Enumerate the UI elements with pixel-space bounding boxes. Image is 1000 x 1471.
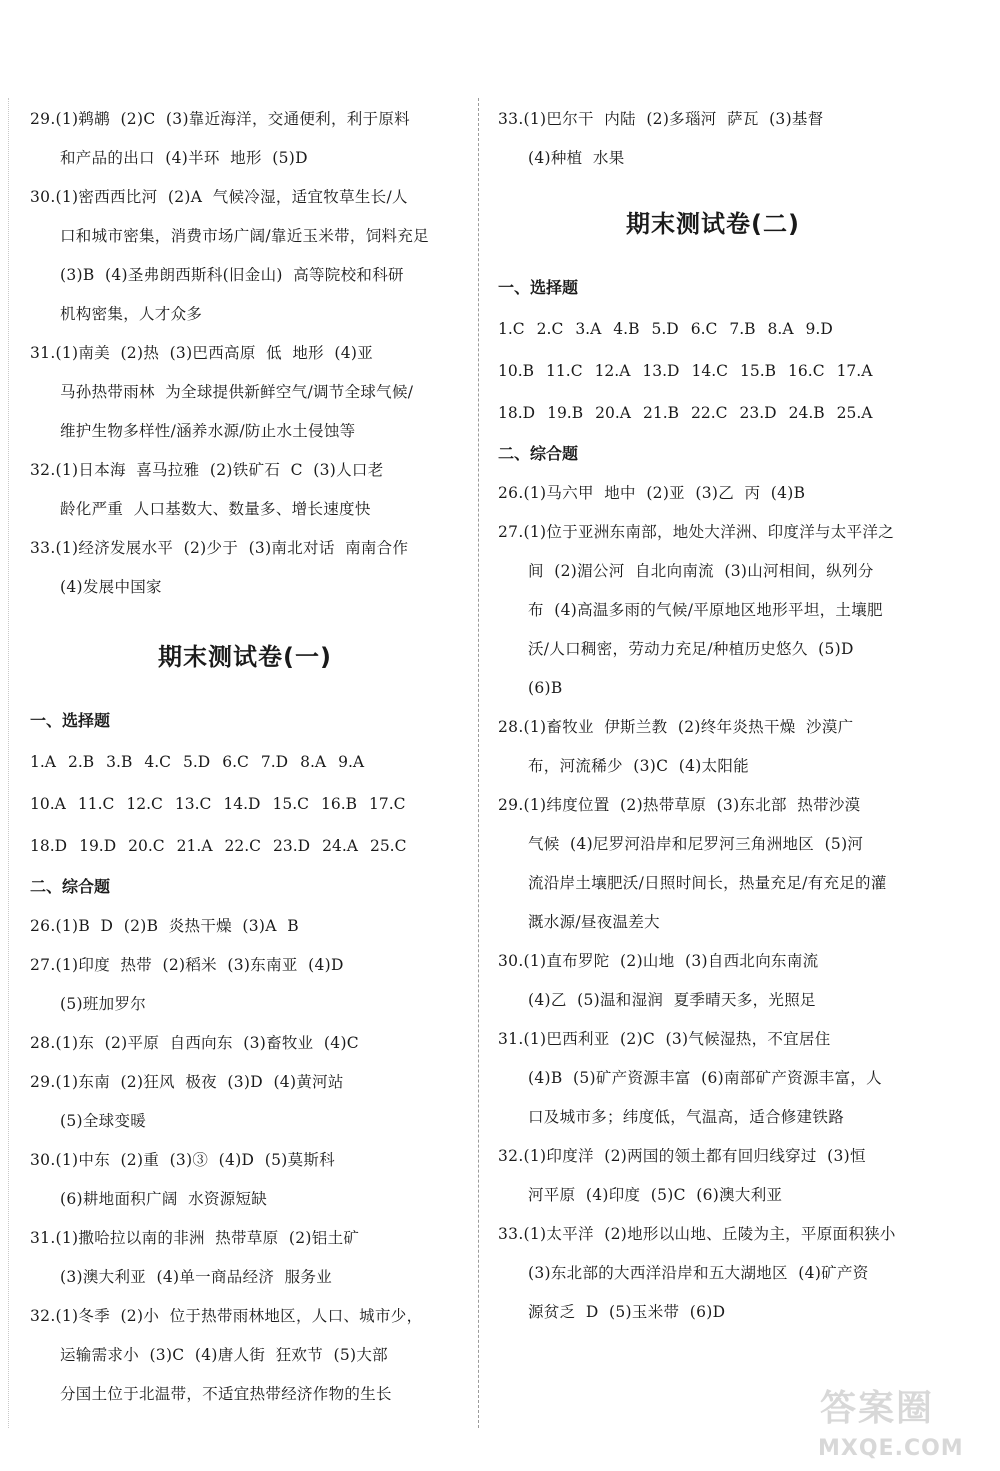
mc-answer: 7.D: [260, 753, 289, 771]
answer-line: 龄化严重 人口基数大、数量多、增长速度快: [60, 500, 371, 518]
section-heading-comprehensive: 二、综合题: [498, 444, 579, 463]
mc-answer-row: [30, 741, 460, 783]
mc-answer: 14.C: [691, 362, 728, 380]
mc-answer: 20.C: [128, 837, 165, 855]
mc-answer: 6.C: [222, 753, 249, 771]
mc-answer: 24.B: [788, 404, 825, 422]
answer-line: 31.(1)南美 (2)热 (3)巴西高原 低 地形 (4)亚: [30, 344, 374, 362]
mc-answer: 16.C: [788, 362, 825, 380]
mc-answer: 18.D: [498, 404, 536, 422]
mc-answer: 11.C: [77, 795, 115, 813]
answer-line: 28.(1)畜牧业 伊斯兰教 (2)终年炎热干燥 沙漠广: [498, 718, 854, 736]
answer-line: 口和城市密集，消费市场广阔/靠近玉米带，饲料充足: [60, 227, 429, 245]
mc-answer: 3.B: [106, 753, 133, 771]
mc-answer: 15.C: [272, 795, 309, 813]
mc-answer: 13.C: [174, 795, 212, 813]
mc-answer: 16.B: [320, 795, 358, 813]
mc-answer: 1.C: [498, 320, 525, 338]
mc-answer: 17.A: [836, 362, 873, 380]
mc-answer: 14.D: [223, 795, 261, 813]
answer-line: 马孙热带雨林 为全球提供新鲜空气/调节全球气候/: [60, 383, 414, 401]
answer-line: 维护生物多样性/涵养水源/防止水土侵蚀等: [60, 422, 356, 440]
mc-answer: 10.B: [498, 362, 535, 380]
mc-answer-row: [30, 825, 460, 867]
mc-answer-row: [498, 392, 928, 434]
mc-answer: 2.B: [67, 753, 95, 771]
mc-answer-row: [30, 783, 460, 825]
answer-line: 气候 (4)尼罗河沿岸和尼罗河三角洲地区 (5)河: [528, 835, 864, 853]
mc-answer: 13.D: [642, 362, 680, 380]
answer-line: 溉水源/昼夜温差大: [528, 913, 660, 931]
mc-answer: 4.C: [144, 753, 172, 771]
mc-answer: 25.C: [369, 837, 407, 855]
answer-line: (4)发展中国家: [60, 578, 162, 596]
answer-line: 27.(1)印度 热带 (2)稻米 (3)东南亚 (4)D: [30, 956, 344, 974]
answer-line: 30.(1)直布罗陀 (2)山地 (3)自西北向东南流: [498, 952, 819, 970]
mc-answer-row: [498, 350, 928, 392]
answer-line: 31.(1)巴西利亚 (2)C (3)气候湿热，不宜居住: [498, 1030, 831, 1048]
answer-line: (3)澳大利亚 (4)单一商品经济 服务业: [60, 1268, 333, 1286]
mc-answer: 1.A: [30, 753, 56, 771]
mc-answer: 5.D: [651, 320, 679, 338]
watermark: [800, 1380, 990, 1470]
section-heading-choice: 一、选择题: [498, 278, 579, 297]
mc-answer: 22.C: [224, 837, 262, 855]
column-divider: [478, 98, 479, 1428]
answer-line: 26.(1)B D (2)B 炎热干燥 (3)A B: [30, 917, 299, 935]
answer-line: 31.(1)撒哈拉以南的非洲 热带草原 (2)铝土矿: [30, 1229, 360, 1247]
mc-answer: 21.B: [642, 404, 680, 422]
answer-line: 流沿岸土壤肥沃/日照时间长，热量充足/有充足的灌: [528, 874, 887, 892]
answer-line: 30.(1)密西西比河 (2)A 气候冷湿，适宜牧草生长/人: [30, 188, 408, 206]
mc-answer: 17.C: [369, 795, 406, 813]
answer-line: 布 (4)高温多雨的气候/平原地区地形平坦，土壤肥: [528, 601, 883, 619]
answer-line: 32.(1)冬季 (2)小 位于热带雨林地区，人口、城市少，: [30, 1307, 423, 1325]
answer-line: (4)B (5)矿产资源丰富 (6)南部矿产资源丰富，人: [528, 1069, 882, 1087]
answer-line: (4)乙 (5)温和湿润 夏季晴天多，光照足: [528, 991, 816, 1009]
mc-answer: 2.C: [536, 320, 564, 338]
mc-answer: 8.A: [767, 320, 794, 338]
mc-answer: 5.D: [183, 753, 211, 771]
section-heading-comprehensive: 二、综合题: [30, 877, 111, 896]
exam-title-2: 期末测试卷(二): [626, 210, 800, 238]
answer-line: 分国土位于北温带，不适宜热带经济作物的生长: [60, 1385, 392, 1403]
answer-line: (6)B: [528, 679, 563, 697]
mc-answer: 21.A: [176, 837, 213, 855]
mc-answer: 9.A: [338, 753, 365, 771]
watermark-url: MXQE.COM: [818, 1436, 964, 1461]
mc-answer: 25.A: [836, 404, 873, 422]
answer-line: (3)B (4)圣弗朗西斯科(旧金山) 高等院校和科研: [60, 266, 404, 284]
answer-line: 32.(1)日本海 喜马拉雅 (2)铁矿石 C (3)人口老: [30, 461, 384, 479]
answer-line: 河平原 (4)印度 (5)C (6)澳大利亚: [528, 1186, 783, 1204]
answer-line: 口及城市多；纬度低，气温高，适合修建铁路: [528, 1108, 845, 1126]
mc-answer-row: [498, 308, 928, 350]
answer-line: 27.(1)位于亚洲东南部，地处大洋洲、印度洋与太平洋之: [498, 523, 895, 541]
mc-answer: 23.D: [739, 404, 777, 422]
mc-answer: 7.B: [729, 320, 756, 338]
mc-answer: 10.A: [30, 795, 66, 813]
right-column: [498, 100, 928, 1332]
answer-line: 32.(1)印度洋 (2)两国的领土都有回归线穿过 (3)恒: [498, 1147, 866, 1165]
answer-line: 33.(1)巴尔干 内陆 (2)多瑙河 萨瓦 (3)基督: [498, 110, 824, 128]
mc-answer: 6.C: [690, 320, 718, 338]
answer-line: 运输需求小 (3)C (4)唐人街 狂欢节 (5)大部: [60, 1346, 388, 1364]
mc-answer: 8.A: [300, 753, 327, 771]
answer-line: 29.(1)纬度位置 (2)热带草原 (3)东北部 热带沙漠: [498, 796, 861, 814]
mc-answer: 12.C: [126, 795, 163, 813]
mc-answer: 18.D: [30, 837, 68, 855]
answer-line: 28.(1)东 (2)平原 自西向东 (3)畜牧业 (4)C: [30, 1034, 359, 1052]
answer-line: 源贫乏 D (5)玉米带 (6)D: [528, 1303, 726, 1321]
section-heading-choice: 一、选择题: [30, 711, 111, 730]
answer-line: (5)班加罗尔: [60, 995, 147, 1013]
answer-line: 30.(1)中东 (2)重 (3)③ (4)D (5)莫斯科: [30, 1151, 335, 1169]
mc-answer: 20.A: [595, 404, 631, 422]
answer-line: 沃/人口稠密，劳动力充足/种植历史悠久 (5)D: [528, 640, 854, 658]
watermark-logo: 答案圈: [820, 1388, 935, 1429]
mc-answer: 22.C: [691, 404, 728, 422]
answer-line: 33.(1)太平洋 (2)地形以山地、丘陵为主，平原面积狭小: [498, 1225, 896, 1243]
left-margin-line: [8, 98, 9, 1428]
mc-answer: 9.D: [805, 320, 833, 338]
answer-line: 和产品的出口 (4)半环 地形 (5)D: [60, 149, 308, 167]
mc-answer: 19.D: [79, 837, 117, 855]
answer-line: 间 (2)湄公河 自北向南流 (3)山河相间，纵列分: [528, 562, 874, 580]
answer-line: 29.(1)东南 (2)狂风 极夜 (3)D (4)黄河站: [30, 1073, 344, 1091]
answer-line: 33.(1)经济发展水平 (2)少于 (3)南北对话 南南合作: [30, 539, 409, 557]
exam-title-1: 期末测试卷(一): [158, 643, 332, 671]
answer-line: 布，河流稀少 (3)C (4)太阳能: [528, 757, 749, 775]
mc-answer: 4.B: [613, 320, 640, 338]
answer-line: (3)东北部的大西洋沿岸和五大湖地区 (4)矿产资: [528, 1264, 869, 1282]
answer-line: (6)耕地面积广阔 水资源短缺: [60, 1190, 268, 1208]
answer-line: 机构密集，人才众多: [60, 305, 203, 323]
mc-answer: 23.D: [273, 837, 311, 855]
mc-answer: 3.A: [575, 320, 602, 338]
mc-answer: 11.C: [546, 362, 583, 380]
answer-line: 26.(1)马六甲 地中 (2)亚 (3)乙 丙 (4)B: [498, 484, 806, 502]
mc-answer: 12.A: [594, 362, 631, 380]
mc-answer: 19.B: [547, 404, 584, 422]
answer-line: (5)全球变暖: [60, 1112, 147, 1130]
mc-answer: 24.A: [322, 837, 358, 855]
mc-answer: 15.B: [740, 362, 777, 380]
answer-line: (4)种植 水果: [528, 149, 625, 167]
left-column: [30, 100, 460, 1414]
answer-line: 29.(1)鹈鹕 (2)C (3)靠近海洋，交通便利，利于原料: [30, 110, 410, 128]
